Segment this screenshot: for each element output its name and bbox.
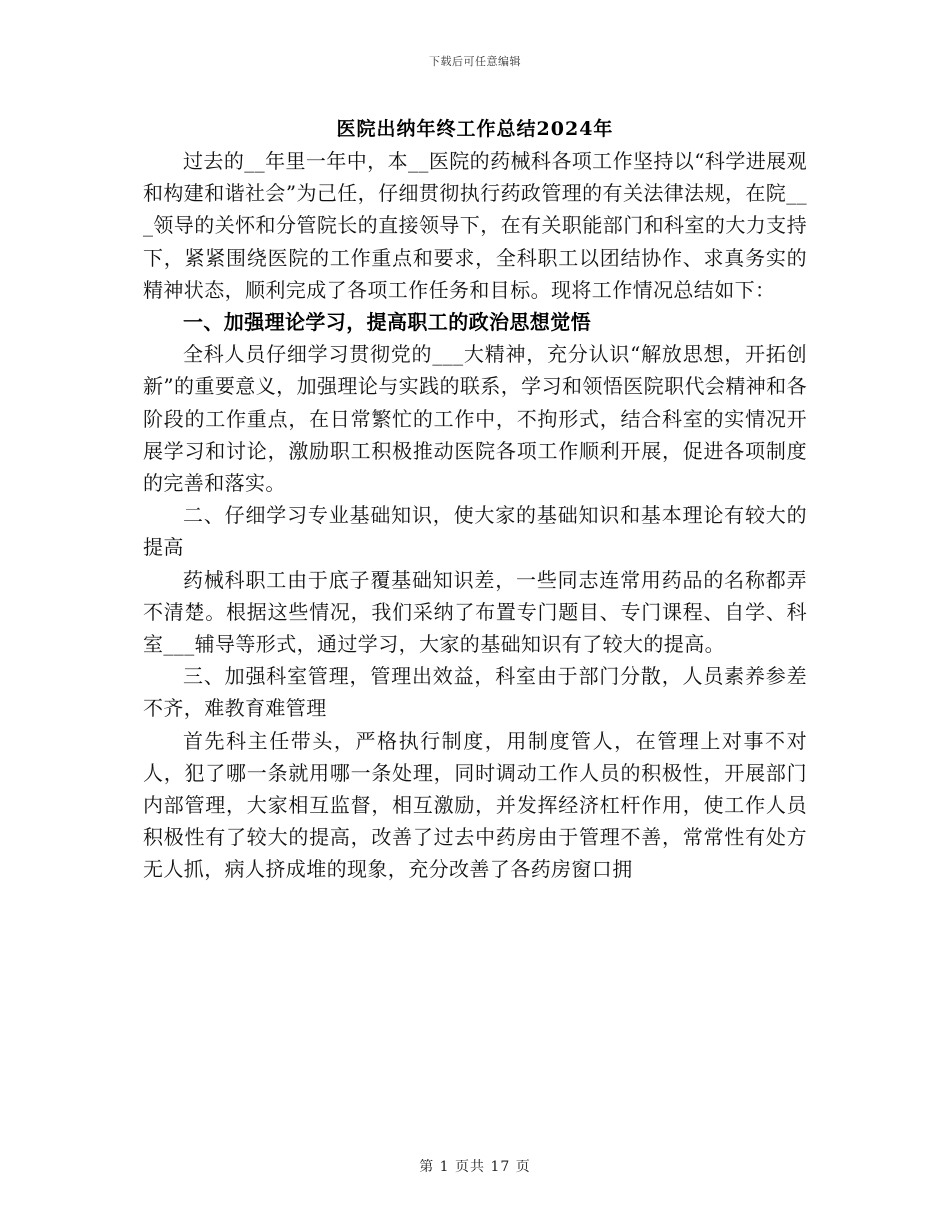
paragraph-section-2: 药械科职工由于底子覆基础知识差，一些同志连常用药品的名称都弄不清楚。根据这些情况，我们采纳了布置专门题目、专门课程、自学、科室___辅导等形式，通过学习，大家的基础知识有了较大的提高。 bbox=[143, 567, 807, 657]
section-heading-3: 三、加强科室管理，管理出效益，科室由于部门分散，人员素养参差不齐，难教育难管理 bbox=[143, 664, 807, 721]
document-body bbox=[143, 145, 807, 886]
header-note: 下载后可任意编辑 bbox=[429, 55, 521, 68]
paragraph-section-3: 首先科主任带头，严格执行制度，用制度管人，在管理上对事不对人，犯了哪一条就用哪一条处理，同时调动工作人员的积极性，开展部门内部管理，大家相互监督，相互激励，并发挥经济杠杆作用，使工作人员积极性有了较大的提高，改善了过去中药房由于管理不善，常常性有处方无人抓，病人挤成堆的现象，充分改善了各药房窗口拥 bbox=[143, 728, 807, 882]
paragraph-section-1: 全科人员仔细学习贯彻党的___大精神，充分认识“解放思想，开拓创新”的重要意义，加强理论与实践的联系，学习和领悟医院职代会精神和各阶段的工作重点，在日常繁忙的工作中，不拘形式，结合科室的实情况开展学习和讨论，激励职工积极推动医院各项工作顺利开展，促进各项制度的完善和落实。 bbox=[143, 342, 807, 496]
paragraph-intro: 过去的__年里一年中，本__医院的药械科各项工作坚持以“科学进展观和构建和谐社会”为己任，仔细贯彻执行药政管理的有关法律法规，在院___领导的关怀和分管院长的直接领导下，在有关职能部门和科室的大力支持下，紧紧围绕医院的工作重点和要求，全科职工以团结协作、求真务实的精神状态，顺利完成了各项工作任务和目标。现将工作情况总结如下： bbox=[143, 149, 807, 302]
document-title: 医院出纳年终工作总结2024年 bbox=[336, 118, 614, 140]
section-heading-2: 二、仔细学习专业基础知识，使大家的基础知识和基本理论有较大的提高 bbox=[143, 503, 807, 560]
page-indicator: 第 1 页共 17 页 bbox=[419, 1159, 531, 1175]
section-heading-1: 一、加强理论学习，提高职工的政治思想觉悟 bbox=[183, 310, 591, 335]
